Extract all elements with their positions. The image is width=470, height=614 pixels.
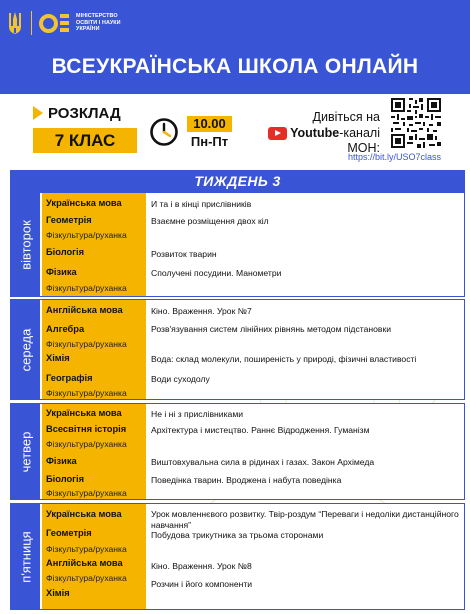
topics-column <box>146 300 464 399</box>
topic: Взаємне розміщення двох кіл <box>151 216 269 226</box>
subject: Алгебра <box>46 324 85 334</box>
subject: Біологія <box>46 474 85 484</box>
day-label-cell <box>11 404 40 499</box>
youtube-word: Youtube <box>290 125 340 140</box>
subject-pe: Фізкультура/руханка <box>46 573 127 583</box>
topic: Розчин і його компоненти <box>151 579 253 589</box>
header-banner <box>0 0 470 94</box>
topic: Сполучені посудини. Манометри <box>151 268 282 278</box>
watch-info <box>262 110 380 157</box>
logo-divider <box>31 11 32 35</box>
class-badge: 7 КЛАС <box>33 128 137 153</box>
qr-code-icon[interactable] <box>391 98 441 148</box>
day-label-cell <box>11 193 40 296</box>
day-block-thursday <box>10 403 465 500</box>
watch-line-3: МОН: <box>347 141 380 155</box>
ministry-logo-icon <box>39 14 69 33</box>
ministry-line-1: МІНІСТЕРСТВО <box>76 13 118 20</box>
topic: И та і в кінці прислівників <box>151 199 252 209</box>
topic: Вода: склад молекули, поширеність у природі, фізичні властивості <box>151 354 417 364</box>
topics-column <box>146 404 464 499</box>
day-block-wednesday <box>10 299 465 400</box>
youtube-icon <box>268 127 287 140</box>
clock-icon <box>149 117 179 147</box>
day-name: п'ятниця <box>18 530 33 583</box>
week-title: ТИЖДЕНЬ 3 <box>10 170 465 192</box>
topic: Розвиток тварин <box>151 249 217 259</box>
subject: Українська мова <box>46 408 122 418</box>
subject: Геометрія <box>46 528 92 538</box>
subject-pe: Фізкультура/руханка <box>46 544 127 554</box>
subjects-column <box>42 300 146 399</box>
subjects-column <box>42 193 146 296</box>
topic: Урок мовленнєвого розвитку. Твір-роздум “Переваги і недоліки дистанційного навчання” <box>151 509 459 530</box>
subject: Хімія <box>46 353 70 363</box>
subject-pe: Фізкультура/руханка <box>46 339 127 349</box>
channel-link[interactable]: https://bit.ly/USO7class <box>348 152 442 162</box>
subject: Українська мова <box>46 509 122 519</box>
subjects-column <box>42 504 146 609</box>
ministry-logo <box>7 9 121 37</box>
channel-word: -каналі <box>339 125 380 140</box>
topic: Кіно. Враження. Урок №7 <box>151 306 252 316</box>
subject-pe: Фізкультура/руханка <box>46 439 127 449</box>
topics-column <box>146 504 464 609</box>
day-name: вівторок <box>18 219 33 270</box>
subjects-column <box>42 404 146 499</box>
subject-pe: Фізкультура/руханка <box>46 230 127 240</box>
watch-line-2 <box>262 126 380 142</box>
ministry-line-3: УКРАЇНИ <box>76 26 100 33</box>
topic: Побудова трикутника за трьома сторонами <box>151 530 324 540</box>
day-block-friday <box>10 503 465 610</box>
day-block-tuesday <box>10 192 465 297</box>
subject: Англійська мова <box>46 305 123 315</box>
subject: Фізика <box>46 267 77 277</box>
topics-column <box>146 193 464 296</box>
subject-pe: Фізкультура/руханка <box>46 283 127 293</box>
page-title: ВСЕУКРАЇНСЬКА ШКОЛА ОНЛАЙН <box>51 55 419 78</box>
topic: Архітектура і мистецтво. Раннє Відродження. Гуманізм <box>151 425 370 435</box>
subject-pe: Фізкультура/руханка <box>46 488 127 498</box>
subject: Фізика <box>46 456 77 466</box>
broadcast-time: 10.00 <box>187 116 232 132</box>
arrow-icon <box>33 106 43 120</box>
topic: Кіно. Враження. Урок №8 <box>151 561 252 571</box>
topic: Не і ні з прислівниками <box>151 409 244 419</box>
subject: Українська мова <box>46 198 122 208</box>
topic: Води суходолу <box>151 374 210 384</box>
watch-line-1: Дивіться на <box>312 110 380 124</box>
subject-pe: Фізкультура/руханка <box>46 388 127 398</box>
ministry-name <box>76 13 121 32</box>
topic: Розв'язування систем лінійних рівнянь методом підстановки <box>151 324 392 334</box>
subject: Біологія <box>46 247 85 257</box>
day-label-cell <box>11 300 40 399</box>
subject: Англійська мова <box>46 558 123 568</box>
subject: Всесвітня історія <box>46 424 127 434</box>
schedule-label: РОЗКЛАД <box>48 105 121 122</box>
ministry-line-2: ОСВІТИ І НАУКИ <box>76 19 121 26</box>
broadcast-days: Пн-Пт <box>190 134 229 149</box>
day-name: четвер <box>18 431 33 472</box>
trident-icon <box>7 10 23 36</box>
day-label-cell <box>11 504 40 609</box>
day-name: середа <box>18 328 33 371</box>
topic: Виштовхувальна сила в рідинах і газах. Закон Архімеда <box>151 457 375 467</box>
subject: Географія <box>46 373 93 383</box>
subject: Хімія <box>46 588 70 598</box>
topic: Поведінка тварин. Вроджена і набута поведінка <box>151 475 342 485</box>
subject: Геометрія <box>46 215 92 225</box>
